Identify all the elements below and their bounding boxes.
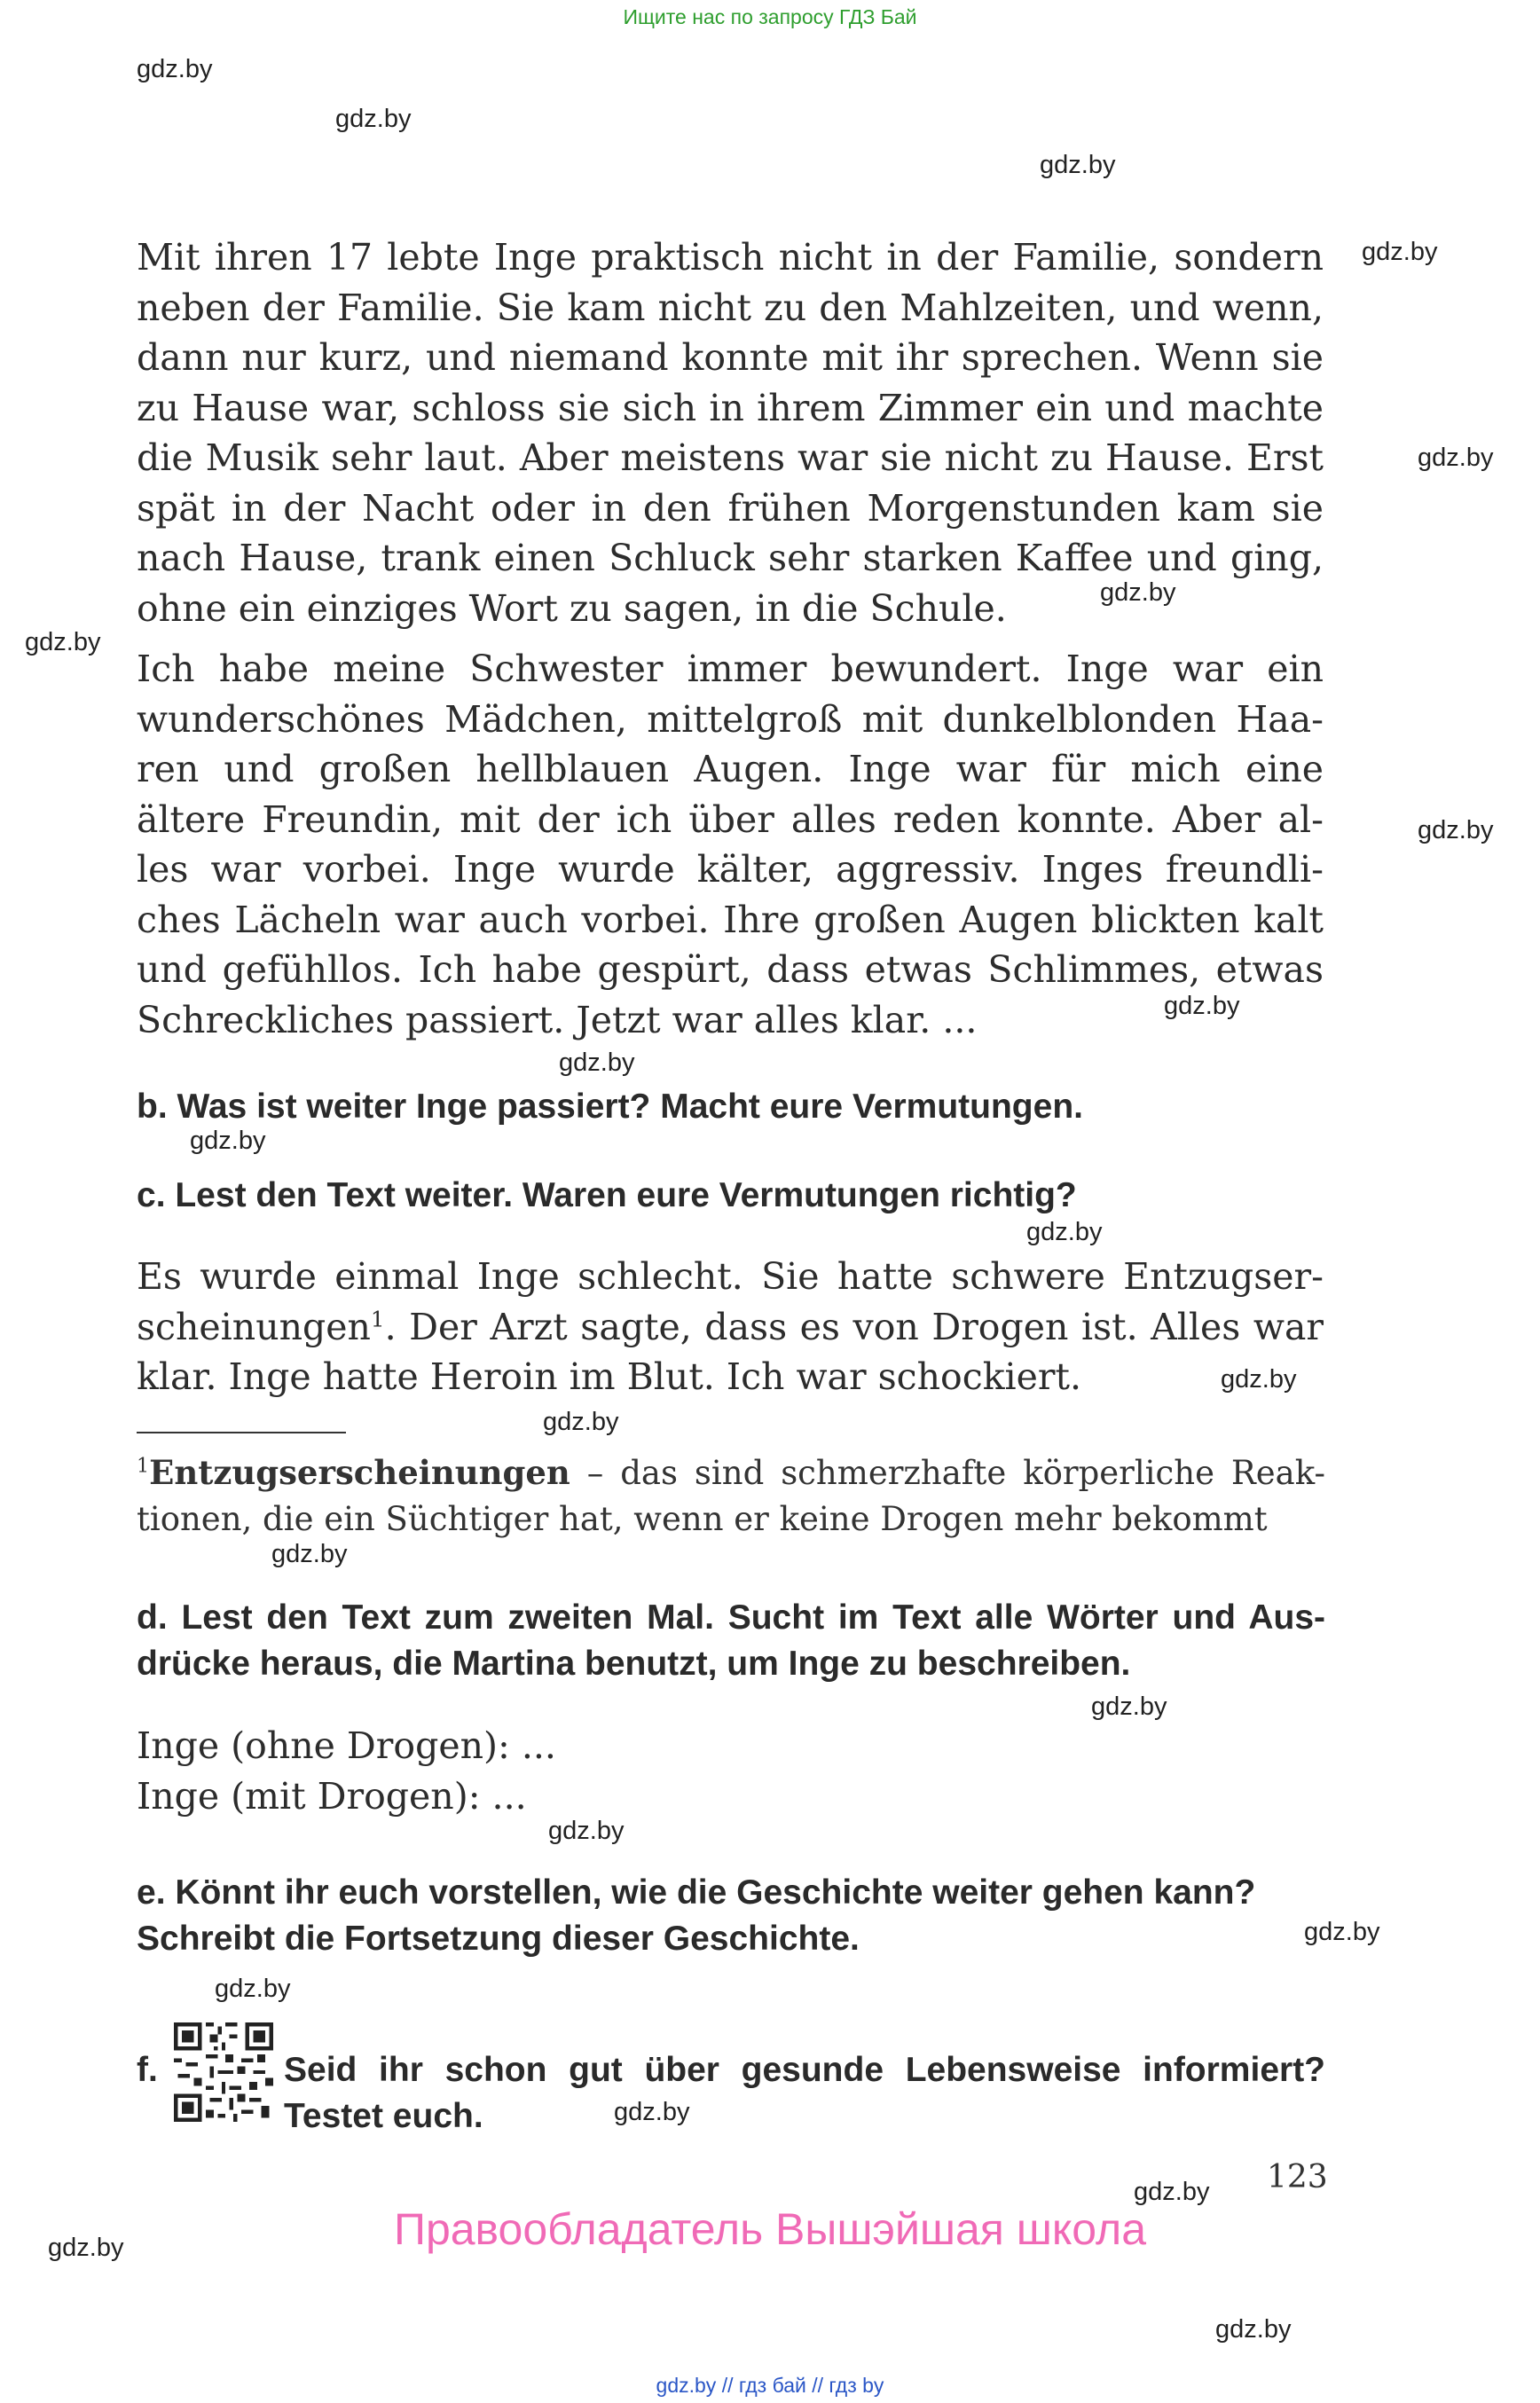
watermark: gdz.by xyxy=(1215,2315,1292,2344)
text-line: dann nur kurz, und niemand konnte mit ihr sprechen. Wenn sie xyxy=(137,336,1324,379)
footnote-text: – das sind schmerzhafte körperliche Reak- xyxy=(570,1454,1325,1492)
watermark: gdz.by xyxy=(1418,816,1494,844)
watermark: gdz.by xyxy=(548,1817,625,1845)
watermark: gdz.by xyxy=(1362,238,1438,266)
text-line: les war vorbei. Inge wurde kälter, aggressiv. Inges freundli- xyxy=(137,848,1324,891)
task-line: Schreibt die Fortsetzung dieser Geschichte. xyxy=(137,1920,860,1958)
text-line: spät in der Nacht oder in den frühen Morgenstunden kam sie xyxy=(137,486,1324,530)
footnote-term: Entzugserscheinungen xyxy=(149,1453,570,1492)
text-line: klar. Inge hatte Heroin im Blut. Ich war schockiert. xyxy=(137,1355,1082,1398)
text-line: Ich habe meine Schwester immer bewundert. Inge war ein xyxy=(137,648,1324,690)
watermark: gdz.by xyxy=(1304,1918,1380,1946)
text-line: die Musik sehr laut. Aber meistens war sie nicht zu Hause. Erst xyxy=(137,436,1324,479)
text-line: und gefühllos. Ich habe gespürt, dass etwas Schlimmes, etwas xyxy=(137,948,1324,991)
footnote-number: 1 xyxy=(137,1454,150,1478)
text-line: Mit ihren 17 lebte Inge praktisch nicht in der Familie, sondern xyxy=(137,236,1324,279)
story-paragraph-3 xyxy=(137,1252,1324,1402)
story-paragraph-2 xyxy=(137,644,1324,1045)
watermark: gdz.by xyxy=(1221,1365,1297,1394)
task-e xyxy=(137,1870,1325,1962)
text-line: neben der Familie. Sie kam nicht zu den Mahlzeiten, und wenn, xyxy=(137,286,1324,329)
task-line: d. Lest den Text zum zweiten Mal. Sucht im Text alle Wörter und Aus- xyxy=(137,1598,1325,1637)
watermark: gdz.by xyxy=(1026,1218,1103,1246)
story-paragraph-1 xyxy=(137,232,1324,633)
qr-code-icon[interactable] xyxy=(174,2022,273,2122)
task-d xyxy=(137,1595,1325,1687)
text-line: zu Hause war, schloss sie sich in ihrem Zimmer ein und machte xyxy=(137,386,1324,429)
task-c: c. Lest den Text weiter. Waren eure Vermutungen richtig? xyxy=(137,1176,1077,1214)
text-line: ches Lächeln war auch vorbei. Ihre großen Augen blickten kalt xyxy=(137,898,1324,941)
watermark: gdz.by xyxy=(543,1408,619,1436)
footnote-line xyxy=(137,1449,1325,1496)
text-line xyxy=(137,1302,1324,1353)
watermark: gdz.by xyxy=(1100,578,1176,607)
header-search-hint[interactable]: Ищите нас по запросу ГДЗ Бай xyxy=(623,5,917,28)
task-line: drücke heraus, die Martina benutzt, um Inge zu beschreiben. xyxy=(137,1645,1131,1683)
footnote-marker: 1 xyxy=(370,1305,385,1331)
watermark: gdz.by xyxy=(215,1975,291,2003)
text-line: ältere Freundin, mit der ich über alles reden konnte. Aber al- xyxy=(137,797,1324,841)
footer-links[interactable]: gdz.by // гдз бай // гдз by xyxy=(656,2374,884,2397)
watermark: gdz.by xyxy=(190,1127,266,1155)
task-f-label: f. xyxy=(137,2051,158,2089)
text-line: wunderschönes Mädchen, mittelgroß mit dunkelblonden Haa- xyxy=(137,697,1324,741)
inge-lines xyxy=(137,1721,1324,1821)
task-line: e. Könnt ihr euch vorstellen, wie die Geschichte weiter gehen kann? xyxy=(137,1873,1256,1912)
watermark: gdz.by xyxy=(1091,1692,1167,1721)
text-line: nach Hause, trank einen Schluck sehr starken Kaffee und ging, xyxy=(137,537,1324,579)
task-line: Seid ihr schon gut über gesunde Lebensweise informiert? xyxy=(284,2051,1325,2089)
task-b: b. Was ist weiter Inge passiert? Macht eure Vermutungen. xyxy=(137,1088,1083,1126)
watermark: gdz.by xyxy=(48,2234,124,2262)
rights-holder: Правообладатель Вышэйшая школа xyxy=(394,2204,1146,2254)
watermark: gdz.by xyxy=(559,1048,635,1077)
watermark: gdz.by xyxy=(1164,992,1240,1020)
watermark: gdz.by xyxy=(335,105,412,133)
watermark: gdz.by xyxy=(271,1540,348,1568)
text-line: Es wurde einmal Inge schlecht. Sie hatte schwere Entzugser- xyxy=(137,1255,1324,1298)
footnote-rule xyxy=(137,1432,346,1433)
inge-without-drugs: Inge (ohne Drogen): ... xyxy=(137,1724,556,1767)
watermark: gdz.by xyxy=(1134,2178,1210,2206)
footnote xyxy=(137,1449,1325,1543)
page-number: 123 xyxy=(1267,2159,1328,2195)
text-line: ohne ein einziges Wort zu sagen, in die Schule. xyxy=(137,586,1007,630)
task-f xyxy=(284,2047,1325,2140)
inge-with-drugs: Inge (mit Drogen): ... xyxy=(137,1774,527,1818)
footnote-line: tionen, die ein Süchtiger hat, wenn er keine Drogen mehr bekommt xyxy=(137,1500,1268,1538)
watermark: gdz.by xyxy=(1040,151,1116,179)
watermark: gdz.by xyxy=(1418,444,1494,472)
text-line: ren und großen hellblauen Augen. Inge war für mich eine xyxy=(137,748,1324,790)
text-fragment: scheinungen xyxy=(137,1305,371,1348)
text-line: Schreckliches passiert. Jetzt war alles klar. ... xyxy=(137,998,978,1041)
watermark: gdz.by xyxy=(25,628,101,656)
text-fragment: . Der Arzt sagte, dass es von Drogen ist. Alles war xyxy=(384,1305,1324,1348)
watermark: gdz.by xyxy=(614,2098,690,2126)
watermark: gdz.by xyxy=(137,55,213,83)
task-line: Testet euch. xyxy=(284,2097,483,2135)
